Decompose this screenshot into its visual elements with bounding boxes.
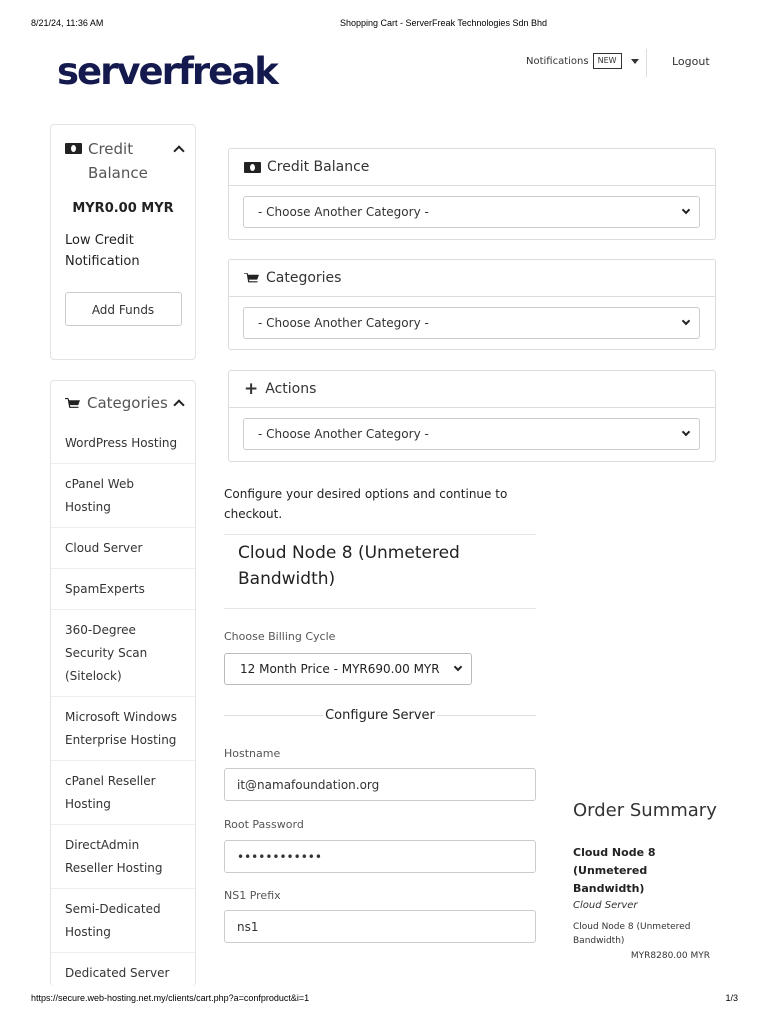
categories-panel-title: Categories [266,270,342,286]
serverfreak-logo[interactable]: serverfreak [57,50,277,93]
actions-select[interactable] [243,418,700,450]
root-password-label: Root Password [224,818,304,831]
money-icon [244,162,261,173]
sidebar-credit-title: Credit Balance [88,140,148,182]
ns1-prefix-label: NS1 Prefix [224,889,281,902]
print-doc-title: Shopping Cart - ServerFreak Technologies Sdn Bhd [340,18,547,28]
billing-cycle-value: 12 Month Price - MYR690.00 MYR [240,662,440,676]
configure-server-heading [224,704,536,726]
logout-link[interactable]: Logout [672,55,710,68]
summary-price: MYR8280.00 MYR [630,951,710,961]
sidebar-item-cpanel-reseller[interactable]: cPanel Reseller Hosting [51,761,195,825]
categories-panel-header [229,260,715,297]
print-datetime: 8/21/24, 11:36 AM [31,18,104,28]
sidebar-item-directadmin-reseller[interactable]: DirectAdmin Reseller Hosting [51,825,195,889]
hostname-input[interactable] [224,768,536,801]
sidebar-item-cloud-server[interactable]: Cloud Server [51,528,195,569]
sidebar-credit-panel [50,124,196,360]
nav-divider [646,49,647,77]
root-password-input[interactable] [224,840,536,873]
configure-server-title: Configure Server [325,707,435,723]
credit-category-select[interactable] [243,196,700,228]
plus-icon: + [244,378,259,399]
chevron-up-icon[interactable] [173,145,184,156]
print-footer [0,993,768,1007]
divider [437,715,536,716]
print-page-number: 1/3 [725,993,738,1003]
sidebar-credit-header[interactable] [51,125,195,185]
actions-panel-header [229,371,715,408]
actions-select-value: - Choose Another Category - [258,427,429,441]
notifications-menu[interactable] [526,53,639,69]
chevron-up-icon[interactable] [173,399,184,410]
billing-cycle-label: Choose Billing Cycle [224,630,336,643]
ns1-prefix-value: ns1 [237,919,259,934]
chevron-down-icon [682,206,690,214]
sidebar-categories-header[interactable] [51,381,195,415]
sidebar-item-dedicated-server[interactable]: Dedicated Server [51,953,195,986]
chevron-down-icon [682,317,690,325]
summary-product-group: Cloud Server [573,900,638,911]
notifications-label: Notifications [526,55,589,67]
ns1-prefix-input[interactable] [224,910,536,943]
credit-category-select-value: - Choose Another Category - [258,205,429,219]
sidebar-item-windows-hosting[interactable]: Microsoft Windows Enterprise Hosting [51,697,195,761]
categories-panel [228,259,716,350]
sidebar-item-semi-dedicated[interactable]: Semi-Dedicated Hosting [51,889,195,953]
low-credit-notification[interactable]: Low Credit Notification [65,233,140,269]
product-title: Cloud Node 8 (Unmetered Bandwidth) [224,534,536,609]
print-header [0,18,768,32]
configure-intro: Configure your desired options and continue to checkout. [224,487,508,521]
category-list [51,423,195,986]
credit-balance-panel [228,148,716,240]
cart-icon [65,398,80,409]
hostname-value: it@namafoundation.org [237,777,380,792]
summary-product-desc: Cloud Node 8 (Unmetered Bandwidth) [573,922,691,946]
actions-panel-title: Actions [265,381,317,397]
hostname-label: Hostname [224,747,281,760]
credit-amount: MYR0.00 MYR [72,201,174,216]
categories-select[interactable] [243,307,700,339]
categories-select-value: - Choose Another Category - [258,316,429,330]
sidebar-item-cpanel-web-hosting[interactable]: cPanel Web Hosting [51,464,195,528]
credit-balance-panel-title: Credit Balance [267,159,370,175]
notifications-new-badge: NEW [593,53,622,69]
order-summary-title: Order Summary [573,800,717,821]
sidebar-item-spamexperts[interactable]: SpamExperts [51,569,195,610]
print-url: https://secure.web-hosting.net.my/clients/cart.php?a=confproduct&i=1 [31,993,310,1003]
billing-cycle-select[interactable] [224,653,472,685]
sidebar-categories-panel [50,380,196,986]
money-icon [65,143,82,154]
divider [224,715,323,716]
sidebar-categories-title: Categories [87,394,168,412]
chevron-down-icon [454,663,462,671]
sidebar-item-sitelock[interactable]: 360-Degree Security Scan (Sitelock) [51,610,195,697]
caret-down-icon [631,59,639,64]
cart-icon [244,273,259,284]
add-funds-button[interactable]: Add Funds [65,292,182,326]
summary-product-name: Cloud Node 8 (Unmetered Bandwidth) [573,846,656,895]
root-password-value: •••••••••••• [237,849,322,864]
actions-panel [228,370,716,462]
sidebar-item-wordpress-hosting[interactable]: WordPress Hosting [51,423,195,464]
chevron-down-icon [682,428,690,436]
credit-balance-panel-header [229,149,715,186]
